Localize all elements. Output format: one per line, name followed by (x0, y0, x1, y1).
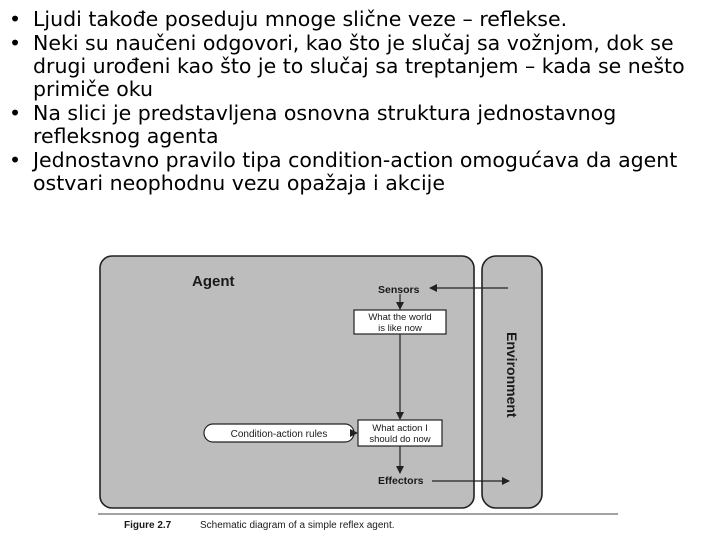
bullet-text: Neki su naučeni odgovori, kao što je slučaj sa vožnjom, dok se drugi urođeni kao što je to slučaj sa treptanjem – kada se nešto primiče oku (33, 31, 685, 101)
bullet-list (6, 8, 712, 196)
sensors-label: Sensors (378, 284, 420, 296)
agent-label: Agent (192, 273, 235, 290)
bullet-item (6, 32, 712, 101)
figure-number: Figure 2.7 (124, 520, 172, 531)
bullet-dot: • (9, 7, 22, 31)
action-line1: What action I (372, 423, 428, 434)
condition-action-rules-label: Condition-action rules (230, 429, 328, 440)
bullet-text: Na slici je predstavljena osnovna struktura jednostavnog refleksnog agenta (33, 101, 617, 148)
agent-diagram-figure (96, 252, 620, 540)
bullet-dot: • (9, 148, 22, 172)
environment-label: Environment (504, 332, 520, 418)
bullet-dot: • (9, 31, 22, 55)
world-state-line1: What the world (368, 312, 432, 323)
action-line2: should do now (369, 434, 431, 445)
figure-caption: Schematic diagram of a simple reflex agent. (200, 520, 395, 531)
bullet-item (6, 102, 712, 148)
bullet-text: Ljudi takođe poseduju mnoge slične veze – reflekse. (33, 7, 568, 31)
bullet-item (6, 149, 712, 195)
bullet-dot: • (9, 101, 22, 125)
bullet-item (6, 8, 712, 31)
world-state-line2: is like now (378, 323, 422, 334)
effectors-label: Effectors (378, 475, 424, 487)
agent-diagram (96, 252, 620, 540)
bullet-text: Jednostavno pravilo tipa condition-action omogućava da agent ostvari neophodnu vezu opažaja i akcije (33, 148, 678, 195)
